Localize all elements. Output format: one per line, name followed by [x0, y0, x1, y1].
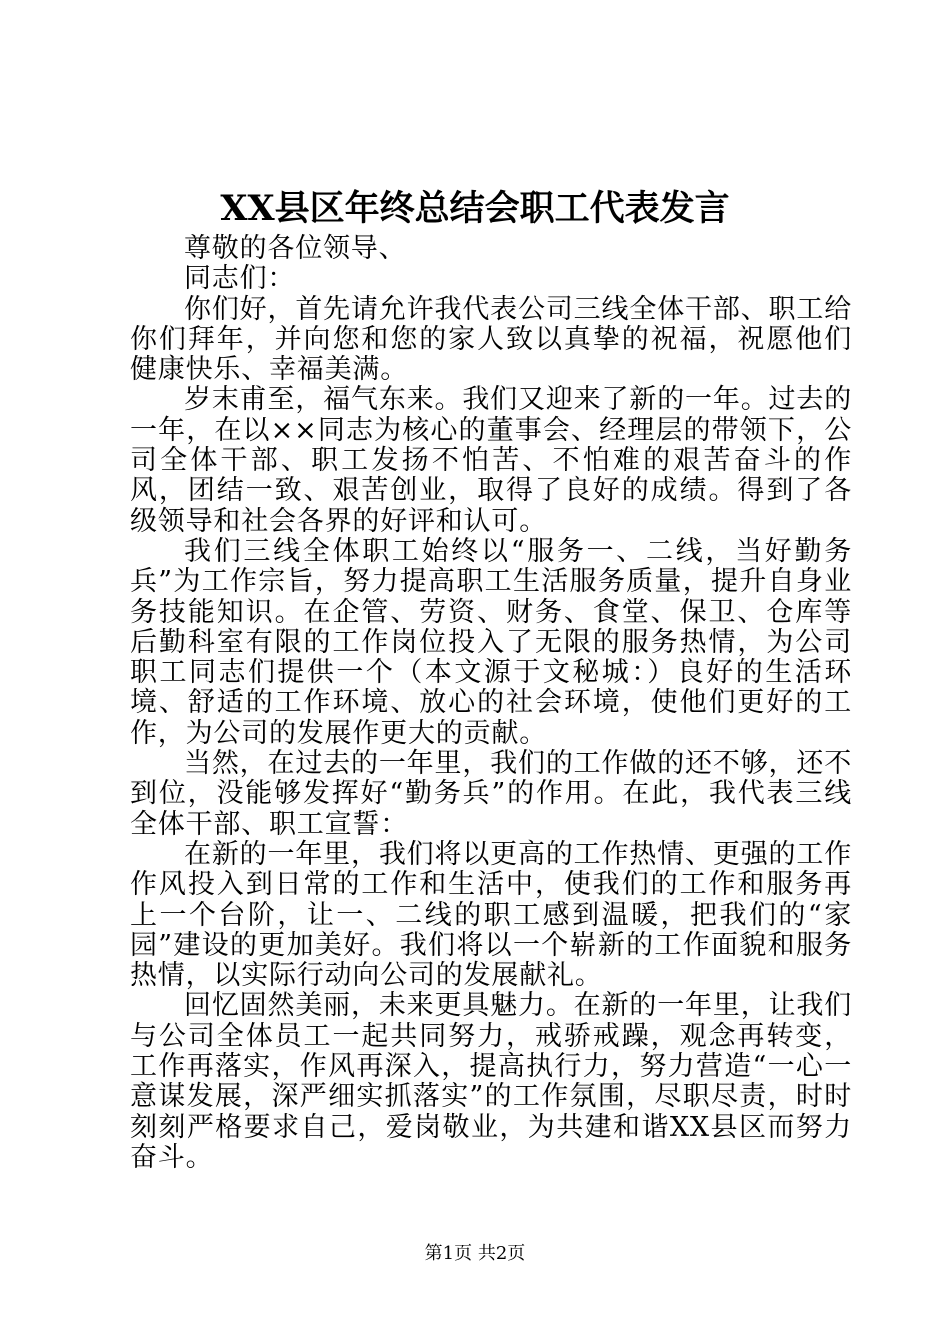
page-number-footer: 第1页 共2页 [424, 1243, 526, 1264]
paragraph-service-work: 我们三线全体职工始终以“服务一、二线，当好勤务兵”为工作宗旨，努力提高职工生活服务质量，提升自身业务技能知识。在企管、劳资、财务、食堂、保卫、仓库等后勤科室有限的工作岗位投入了无限的服务热情，为公司职工同志们提供一个（本文源于文秘城：）良好的生活环境、舒适的工作环境、放心的社会环境，使他们更好的工作，为公司的发展作更大的贡献。 [130, 535, 852, 749]
salutation-line-2: 同志们： [184, 263, 296, 295]
paragraph-closing: 回忆固然美丽，未来更具魅力。在新的一年里，让我们与公司全体员工一起共同努力，戒骄戒躁，观念再转变，工作再落实，作风再深入，提高执行力，努力营造“一心一意谋发展，深严细实抓落实”的工作氛围，尽职尽责，时时刻刻严格要求自己，爱岗敬业，为共建和谐XX县区而努力奋斗。 [130, 990, 852, 1173]
paragraph-shortcomings: 当然，在过去的一年里，我们的工作做的还不够，还不到位，没能够发挥好“勤务兵”的作用。在此，我代表三线全体干部、职工宣誓： [130, 748, 852, 840]
paragraph-greeting: 你们好，首先请允许我代表公司三线全体干部、职工给你们拜年，并向您和您的家人致以真挚的祝福，祝愿他们健康快乐、幸福美满。 [130, 293, 852, 386]
paragraph-pledge: 在新的一年里，我们将以更高的工作热情、更强的工作作风投入到日常的工作和生活中，使我们的工作和服务再上一个台阶，让一、二线的职工感到温暖，把我们的“家园”建设的更加美好。我们将以一个崭新的工作面貌和服务热情，以实际行动向公司的发展献礼。 [130, 838, 852, 992]
paragraph-year-review: 岁末甫至，福气东来。我们又迎来了新的一年。过去的一年，在以××同志为核心的董事会、经理层的带领下，公司全体干部、职工发扬不怕苦、不怕难的艰苦奋斗的作风，团结一致、艰苦创业，取得了良好的成绩。得到了各级领导和社会各界的好评和认可。 [130, 384, 852, 537]
document-body [130, 234, 852, 1173]
document-title: XX县区年终总结会职工代表发言 [220, 188, 730, 229]
salutation-line-1: 尊敬的各位领导、 [184, 233, 407, 264]
